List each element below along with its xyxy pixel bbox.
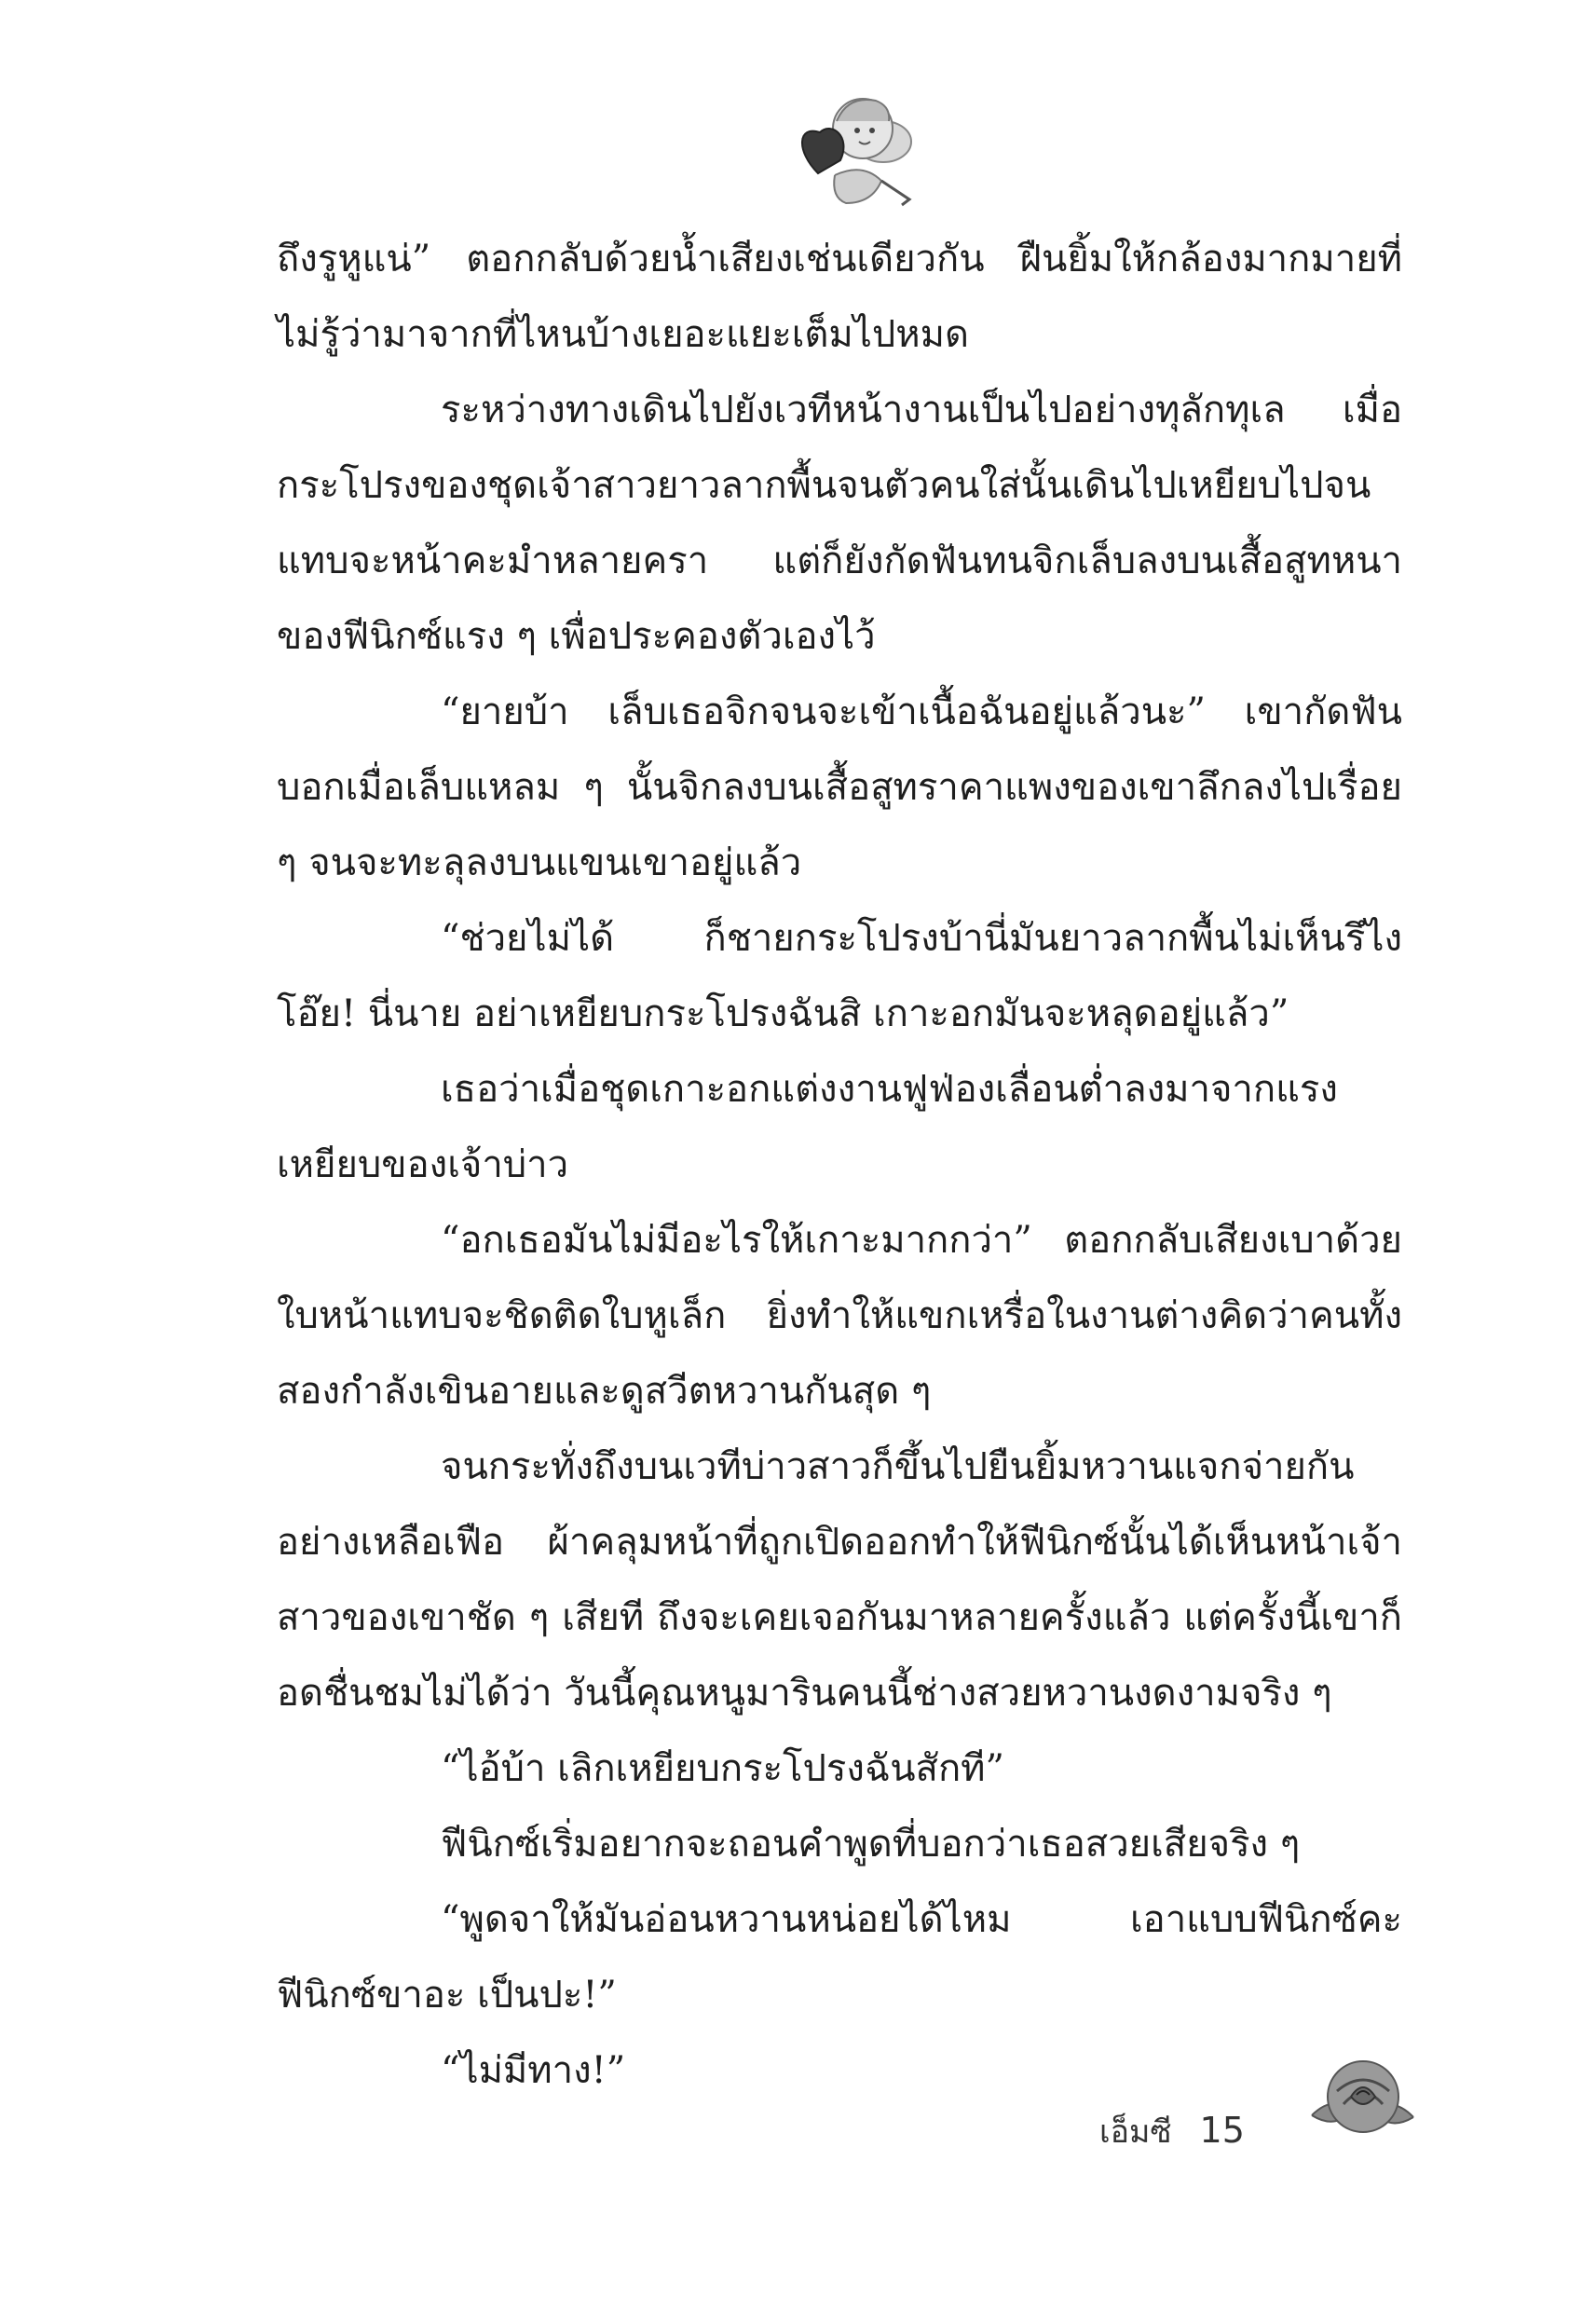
paragraph: “ไม่มีทาง!” — [441, 2049, 626, 2092]
paragraph: “อกเธอมันไม่มีอะไรให้เกาะมากกว่า” ตอกกลับเสียงเบาด้วยใบหน้าแทบจะชิดติดใบหูเล็ก ยิ่งทำให้แขกเหรื่อในงานต่างคิดว่าคนทั้งสองกำลังเขินอายและดูสวีตหวานกันสุด ๆ — [277, 1219, 1402, 1413]
rose-icon — [1304, 2050, 1421, 2153]
paragraph: “ช่วยไม่ได้ ก็ชายกระโปรงบ้านี่มันยาวลากพื้นไม่เห็นรึไง โอ๊ย! นี่นาย อย่าเหยียบกระโปรงฉันสิ เกาะอกมันจะหลุดอยู่แล้ว” — [277, 917, 1402, 1035]
paragraph: “ไอ้บ้า เลิกเหยียบกระโปรงฉันสักที” — [441, 1747, 1004, 1790]
paragraph: ถึงรูหูแน่” ตอกกลับด้วยน้ำเสียงเช่นเดียวกัน ฝืนยิ้มให้กล้องมากมายที่ไม่รู้ว่ามาจากที่ไหนบ้างเยอะแยะเต็มไปหมด — [277, 238, 1402, 356]
paragraph: “ยายบ้า เล็บเธอจิกจนจะเข้าเนื้อฉันอยู่แล้วนะ” เขากัดฟันบอกเมื่อเล็บแหลม ๆ นั้นจิกลงบนเสื้อสูทราคาแพงของเขาลึกลงไปเรื่อย ๆ จนจะทะลุลงบนแขนเขาอยู่แล้ว — [277, 691, 1402, 884]
page-footer — [1099, 2102, 1245, 2158]
paragraph: เธอว่าเมื่อชุดเกาะอกแต่งงานฟูฟ่องเลื่อนต่ำลงมาจากแรงเหยียบของเจ้าบ่าว — [277, 1068, 1338, 1186]
paragraph: “พูดจาให้มันอ่อนหวานหน่อยได้ไหม เอาแบบฟีนิกซ์คะ ฟีนิกซ์ขาอะ เป็นปะ!” — [277, 1898, 1402, 2017]
author-name: เอ็มซี — [1099, 2113, 1172, 2151]
paragraph: จนกระทั่งถึงบนเวทีบ่าวสาวก็ขึ้นไปยืนยิ้มหวานแจกจ่ายกันอย่างเหลือเฟือ ผ้าคลุมหน้าที่ถูกเปิดออกทำให้ฟีนิกซ์นั้นได้เห็นหน้าเจ้าสาวของเขาชัด ๆ เสียที ถึงจะเคยเจอกันมาหลายครั้งแล้ว แต่ครั้งนี้เขาก็อดชื่นชมไม่ได้ว่า วันนี้คุณหนูมารินคนนี้ช่างสวยหวานงดงามจริง ๆ — [277, 1445, 1402, 1715]
cupid-with-heart-icon — [779, 84, 928, 224]
page-number: 15 — [1199, 2110, 1245, 2151]
body-text — [277, 222, 1402, 2109]
paragraph: ฟีนิกซ์เริ่มอยากจะถอนคำพูดที่บอกว่าเธอสวยเสียจริง ๆ — [441, 1823, 1301, 1866]
paragraph: ระหว่างทางเดินไปยังเวทีหน้างานเป็นไปอย่างทุลักทุเล เมื่อกระโปรงของชุดเจ้าสาวยาวลากพื้นจนตัวคนใส่นั้นเดินไปเหยียบไปจนแทบจะหน้าคะมำหลายครา แต่ก็ยังกัดฟันทนจิกเล็บลงบนเสื้อสูทหนาของฟีนิกซ์แรง ๆ เพื่อประคองตัวเองไว้ — [277, 389, 1402, 658]
